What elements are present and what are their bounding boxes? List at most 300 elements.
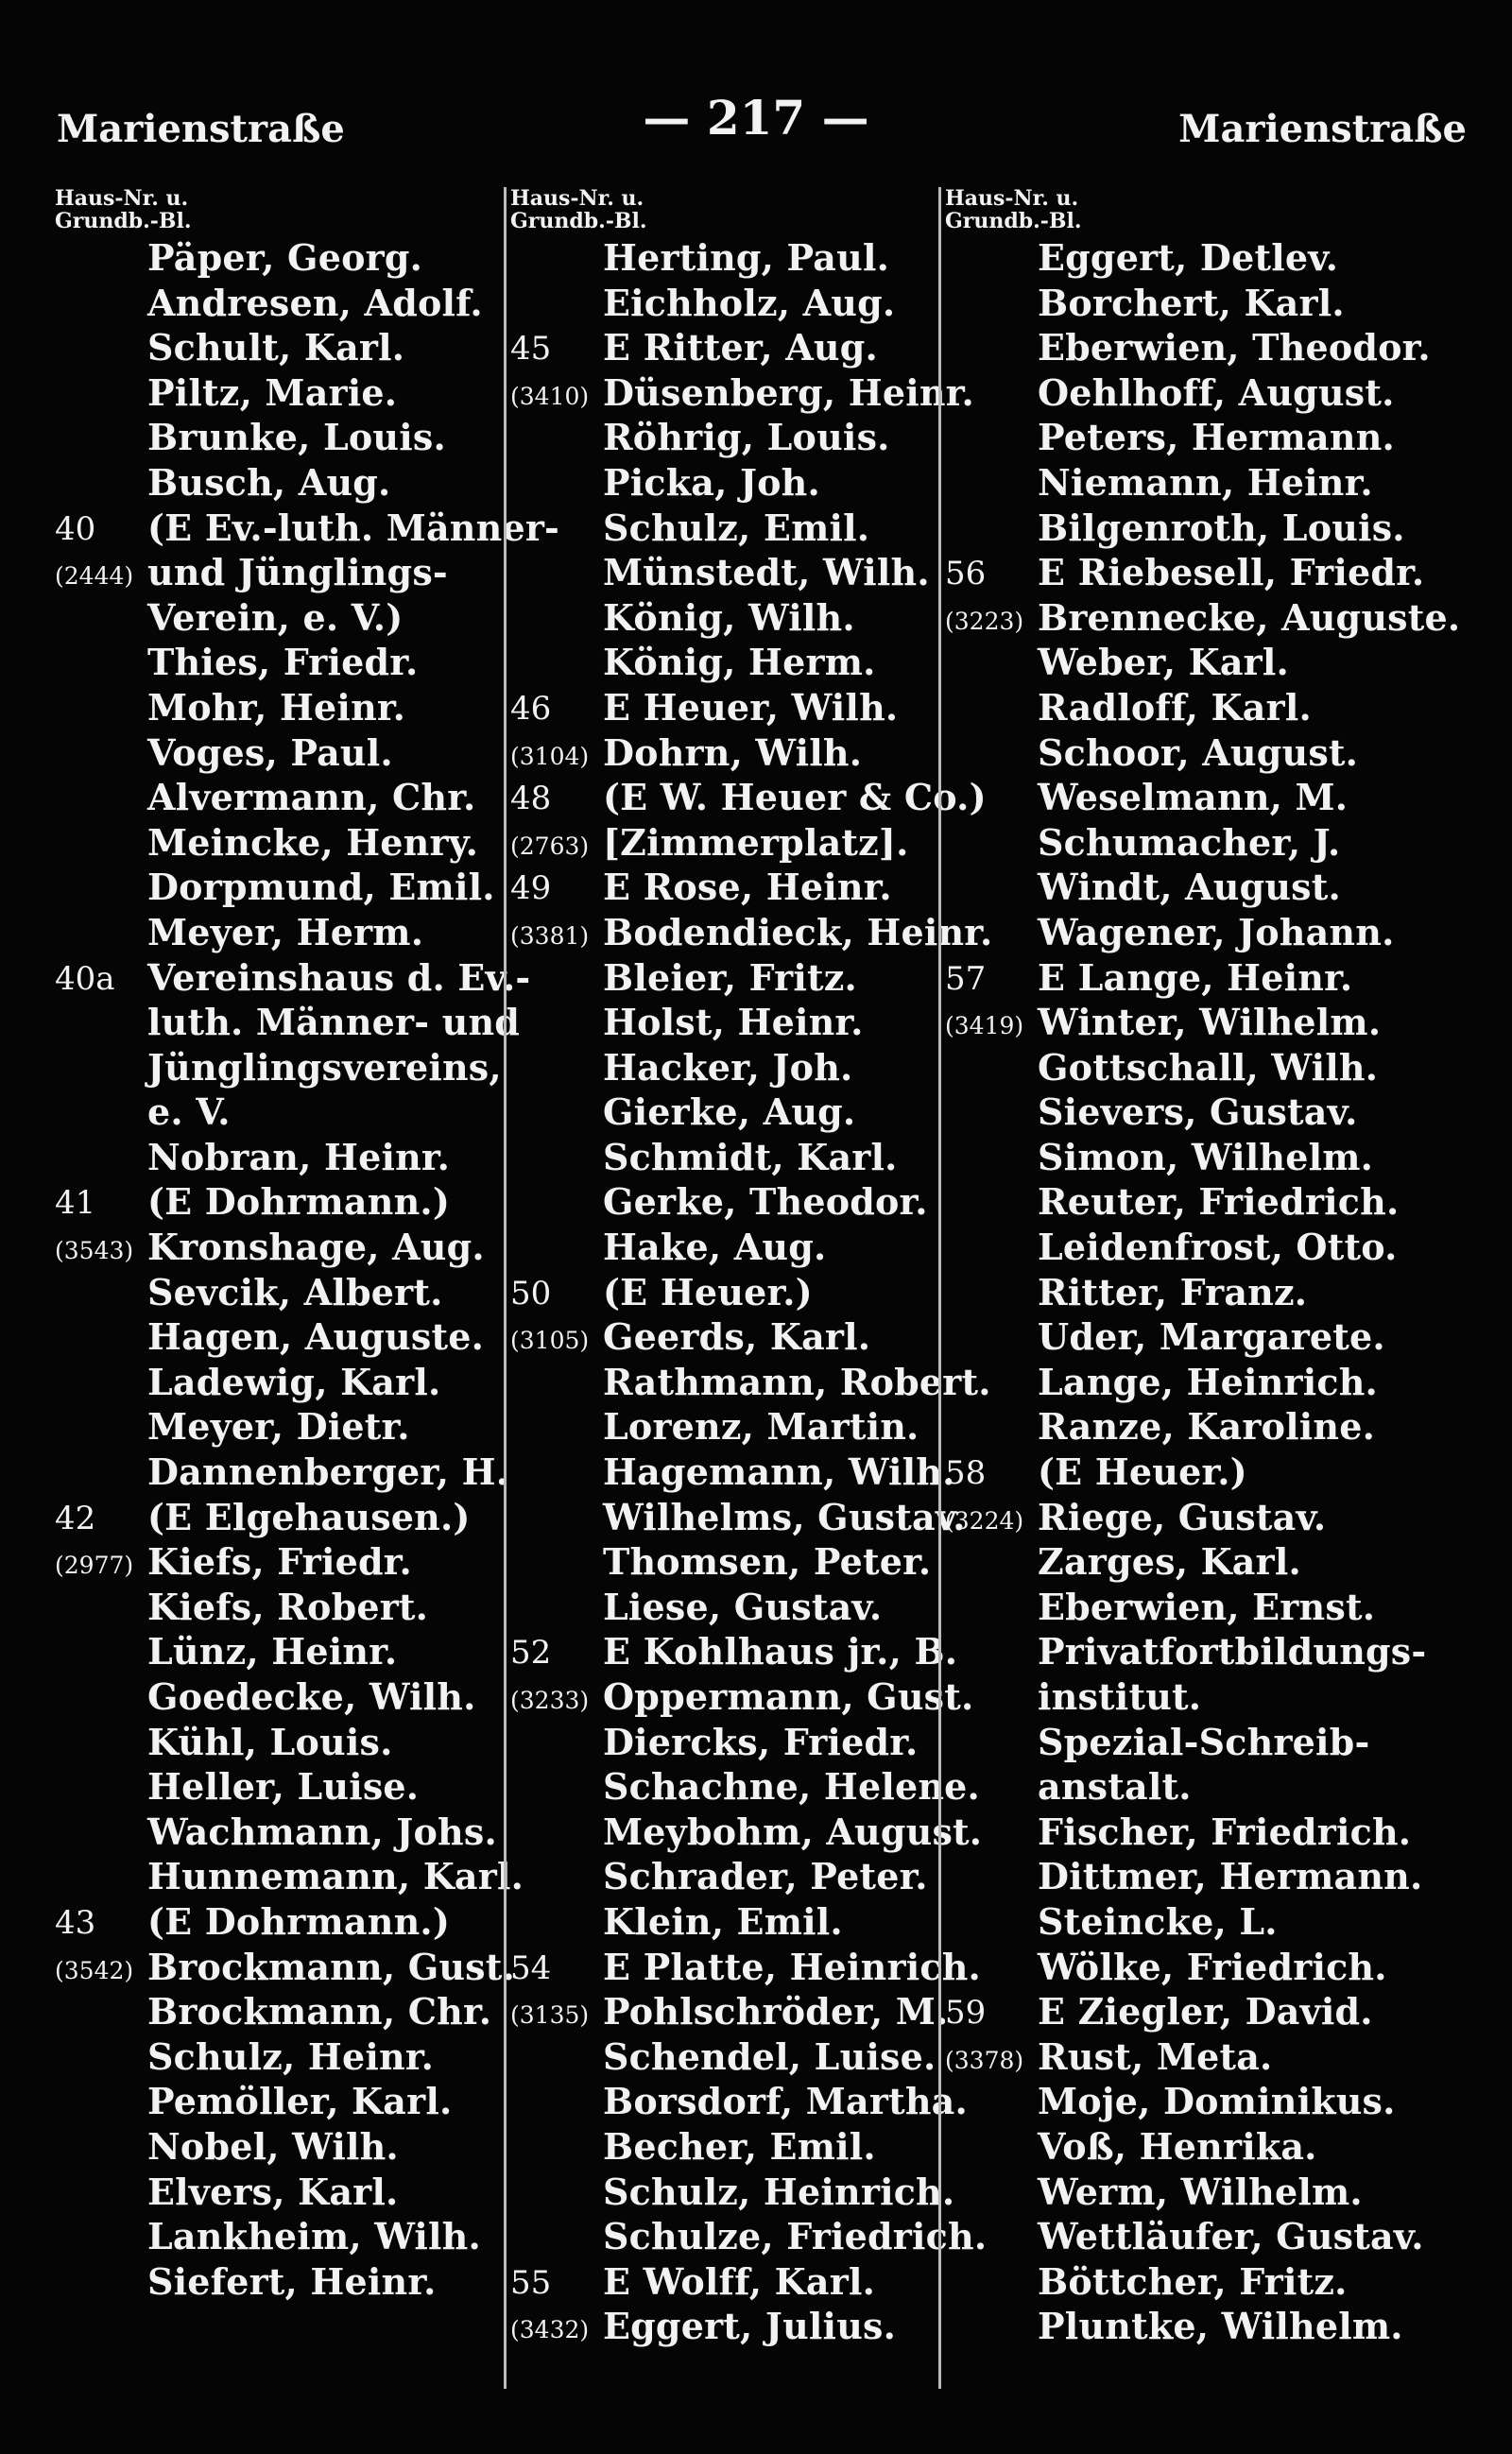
resident-name: E Platte, Heinrich. — [603, 1945, 981, 1988]
house-number: 58 — [945, 1454, 987, 1493]
directory-entry — [945, 2169, 1399, 2214]
directory-entry — [510, 864, 943, 909]
column-header-line: Grundb.-Bl. — [55, 209, 192, 233]
house-number: 40 — [55, 509, 96, 548]
resident-name: Andresen, Adolf. — [147, 281, 483, 324]
house-number: 57 — [945, 959, 987, 998]
directory-entry — [945, 1538, 1399, 1584]
land-register-number: (3410) — [510, 382, 590, 410]
resident-name: Geerds, Karl. — [603, 1315, 871, 1359]
directory-entry — [55, 594, 494, 640]
resident-name: (E W. Heuer & Co.) — [603, 776, 987, 819]
resident-name: e. V. — [147, 1090, 231, 1134]
resident-name: (E Elgehausen.) — [147, 1495, 471, 1538]
column-header-line: Haus-Nr. u. — [55, 186, 189, 211]
resident-name: Schulz, Heinrich. — [603, 2170, 955, 2213]
land-register-number: (3381) — [510, 921, 590, 950]
directory-entry — [55, 1944, 515, 1989]
directory-entry — [510, 1449, 955, 1494]
resident-name: Meyer, Dietr. — [147, 1405, 410, 1449]
directory-entry — [55, 549, 494, 594]
house-number: 50 — [510, 1274, 552, 1313]
directory-entry — [945, 1628, 1427, 1673]
land-register-number: (3233) — [510, 1687, 590, 1714]
resident-name: Sevcik, Albert. — [147, 1270, 443, 1313]
directory-entry — [510, 1628, 958, 1673]
directory-entry — [945, 2213, 1424, 2258]
resident-name: Eggert, Detlev. — [1038, 236, 1339, 279]
directory-entry — [55, 999, 521, 1044]
directory-entry — [55, 1224, 494, 1269]
page-number: — 217 — — [643, 90, 869, 146]
resident-name: Düsenberg, Heinr. — [603, 370, 974, 414]
resident-name: Gierke, Aug. — [603, 1090, 856, 1134]
house-number: 52 — [510, 1634, 552, 1673]
page-header — [0, 90, 1512, 156]
directory-entry — [510, 594, 943, 640]
resident-name: Meyer, Herm. — [147, 910, 424, 953]
directory-entry — [510, 1359, 991, 1404]
directory-entry — [55, 324, 494, 369]
land-register-number: (3135) — [510, 2001, 590, 2030]
directory-entry — [510, 549, 943, 594]
directory-entry — [55, 1313, 494, 1359]
house-number: 40a — [55, 959, 115, 998]
resident-name: Busch, Aug. — [147, 460, 391, 504]
resident-name: Lorenz, Martin. — [603, 1405, 919, 1449]
directory-entry — [55, 1584, 494, 1629]
directory-entry — [55, 1089, 494, 1134]
resident-name: anstalt. — [1038, 1765, 1192, 1809]
directory-entry — [510, 1584, 943, 1629]
directory-entry — [945, 324, 1431, 369]
resident-name: E Lange, Heinr. — [1038, 955, 1353, 999]
resident-name: Alvermann, Chr. — [147, 776, 476, 819]
directory-entry — [510, 1538, 943, 1584]
directory-entry — [510, 1809, 983, 1854]
directory-entry — [510, 2034, 943, 2079]
resident-name: E Wolff, Karl. — [603, 2259, 876, 2303]
resident-name: Piltz, Marie. — [147, 370, 398, 414]
resident-name: Bodendieck, Heinr. — [603, 910, 993, 953]
directory-entry — [55, 1134, 494, 1179]
column-header — [945, 187, 1399, 234]
resident-name: Bilgenroth, Louis. — [1038, 506, 1405, 549]
resident-name: Wachmann, Johs. — [147, 1810, 497, 1853]
directory-entry — [510, 1944, 981, 1989]
resident-name: Röhrig, Louis. — [603, 416, 890, 459]
resident-name: Böttcher, Fritz. — [1038, 2259, 1348, 2303]
resident-name: Leidenfrost, Otto. — [1038, 1226, 1398, 1269]
resident-name: Brunke, Louis. — [147, 416, 446, 459]
directory-entry — [55, 234, 494, 280]
directory-entry — [945, 1224, 1399, 1269]
directory-entry — [945, 639, 1399, 684]
directory-entry — [510, 999, 943, 1044]
resident-name: Schendel, Luise. — [603, 2034, 936, 2078]
directory-entry — [945, 549, 1425, 594]
column-header — [55, 187, 494, 234]
resident-name: E Ziegler, David. — [1038, 1990, 1373, 2034]
resident-name: Hagemann, Wilh. — [603, 1450, 955, 1494]
directory-entry — [510, 1269, 943, 1314]
directory-entry — [55, 2034, 494, 2079]
directory-entry — [510, 729, 943, 775]
directory-entry — [510, 234, 943, 280]
land-register-number: (3419) — [945, 1012, 1024, 1040]
resident-name: Gottschall, Wilh. — [1038, 1045, 1379, 1089]
resident-name: Goedecke, Wilh. — [147, 1675, 476, 1718]
column-header-line: Haus-Nr. u. — [510, 186, 644, 211]
resident-name: Münstedt, Wilh. — [603, 551, 930, 594]
directory-entry — [510, 369, 974, 415]
directory-entry — [510, 1134, 943, 1179]
resident-name: (E Dohrmann.) — [147, 1899, 451, 1943]
directory-entry — [55, 1538, 494, 1584]
directory-entry — [55, 2078, 494, 2123]
resident-name: Wagener, Johann. — [1038, 910, 1395, 953]
resident-name: Kiefs, Robert. — [147, 1585, 429, 1628]
house-number: 43 — [55, 1903, 96, 1942]
directory-entry — [945, 1134, 1399, 1179]
resident-name: Picka, Joh. — [603, 460, 820, 504]
land-register-number: (3432) — [510, 2316, 590, 2344]
directory-entry — [945, 280, 1399, 325]
directory-entry — [945, 2258, 1399, 2304]
directory-entry — [510, 684, 943, 729]
directory-entry — [55, 954, 531, 1000]
resident-name: Meincke, Henry. — [147, 820, 479, 864]
directory-entry — [510, 1089, 943, 1134]
resident-name: Hake, Aug. — [603, 1226, 827, 1269]
resident-name: Ladewig, Karl. — [147, 1360, 441, 1403]
directory-entry — [945, 1403, 1399, 1449]
resident-name: Peters, Hermann. — [1038, 416, 1395, 459]
directory-entry — [510, 1494, 966, 1539]
resident-name: Oppermann, Gust. — [603, 1675, 974, 1718]
resident-name: E Heuer, Wilh. — [603, 685, 899, 729]
directory-entry — [945, 2034, 1399, 2079]
resident-name: (E Ev.-luth. Männer- — [147, 506, 560, 549]
resident-name: Schulz, Emil. — [603, 506, 870, 549]
house-number: 49 — [510, 869, 552, 908]
resident-name: Wölke, Friedrich. — [1038, 1945, 1387, 1988]
directory-entry — [510, 2078, 968, 2123]
resident-name: Heller, Luise. — [147, 1765, 420, 1809]
house-number: 54 — [510, 1948, 552, 1987]
directory-entry — [510, 1403, 943, 1449]
resident-name: Meybohm, August. — [603, 1810, 983, 1853]
resident-name: Pohlschröder, M. — [603, 1990, 949, 2034]
directory-entry — [55, 1449, 509, 1494]
resident-name: Sievers, Gustav. — [1038, 1090, 1358, 1134]
directory-entry — [510, 639, 943, 684]
resident-name: Becher, Emil. — [603, 2124, 876, 2168]
resident-name: Brockmann, Gust. — [147, 1945, 515, 1988]
resident-name: Schrader, Peter. — [603, 1855, 928, 1898]
land-register-number: (3223) — [945, 607, 1024, 635]
resident-name: Rust, Meta. — [1038, 2034, 1273, 2078]
directory-entry — [55, 1178, 494, 1224]
resident-name: Nobran, Heinr. — [147, 1135, 451, 1178]
resident-name: Hacker, Joh. — [603, 1045, 853, 1089]
directory-entry — [55, 1403, 494, 1449]
column-header-line: Grundb.-Bl. — [510, 209, 647, 233]
resident-name: Voges, Paul. — [147, 730, 393, 774]
directory-entry — [510, 1763, 980, 1809]
column-header — [510, 187, 943, 234]
directory-entry — [945, 729, 1399, 775]
directory-entry — [55, 729, 494, 775]
directory-entry — [945, 2303, 1403, 2348]
resident-name: Riege, Gustav. — [1038, 1495, 1327, 1538]
resident-name: Lankheim, Wilh. — [147, 2215, 481, 2258]
directory-entry — [510, 2169, 955, 2214]
directory-entry — [945, 2078, 1399, 2123]
resident-name: Thomsen, Peter. — [603, 1540, 932, 1584]
directory-entry — [945, 999, 1399, 1044]
land-register-number: (3104) — [510, 742, 590, 770]
directory-entry — [55, 1853, 524, 1898]
land-register-number: (2444) — [55, 562, 134, 591]
resident-name: Nobel, Wilh. — [147, 2124, 399, 2168]
resident-name: Liese, Gustav. — [603, 1585, 883, 1628]
resident-name: Herting, Paul. — [603, 236, 890, 279]
resident-name: (E Heuer.) — [603, 1270, 813, 1313]
column-header-line: Grundb.-Bl. — [945, 209, 1082, 233]
resident-name: Oehlhoff, August. — [1038, 370, 1395, 414]
directory-entry — [945, 505, 1405, 550]
running-head-right: Marienstraße — [1178, 107, 1467, 151]
directory-entry — [510, 1178, 943, 1224]
resident-name: Ritter, Franz. — [1038, 1270, 1308, 1313]
directory-entry — [55, 2258, 494, 2304]
house-number: 41 — [55, 1184, 96, 1223]
resident-name: Niemann, Heinr. — [1038, 460, 1373, 504]
directory-entry — [55, 1898, 494, 1944]
resident-name: und Jünglings- — [147, 551, 448, 594]
directory-entry — [510, 1988, 949, 2034]
directory-entry — [945, 909, 1399, 954]
house-number: 46 — [510, 689, 552, 728]
resident-name: Fischer, Friedrich. — [1038, 1810, 1412, 1853]
resident-name: Diercks, Friedr. — [603, 1720, 919, 1763]
directory-entry — [55, 2123, 494, 2169]
house-number: 42 — [55, 1499, 96, 1537]
resident-name: Mohr, Heinr. — [147, 685, 406, 729]
resident-name: E Riebesell, Friedr. — [1038, 551, 1425, 594]
directory-entry — [510, 2123, 943, 2169]
directory-entry — [55, 2169, 494, 2214]
directory-entry — [55, 819, 494, 865]
directory-entry — [945, 864, 1399, 909]
resident-name: Zarges, Karl. — [1038, 1540, 1301, 1584]
resident-name: [Zimmerplatz]. — [603, 820, 909, 864]
resident-name: Winter, Wilhelm. — [1038, 1001, 1382, 1044]
resident-name: Kühl, Louis. — [147, 1720, 393, 1763]
directory-entry — [510, 2303, 943, 2348]
resident-name: König, Wilh. — [603, 595, 855, 639]
directory-entry — [510, 1044, 943, 1090]
directory-entry — [945, 1719, 1399, 1764]
directory-entry — [55, 459, 494, 505]
resident-name: Brennecke, Auguste. — [1038, 595, 1461, 639]
directory-entry — [945, 234, 1399, 280]
land-register-number: (3224) — [945, 1506, 1024, 1535]
directory-entry — [510, 909, 993, 954]
resident-name: Dittmer, Hermann. — [1038, 1855, 1423, 1898]
directory-entry — [510, 2213, 988, 2258]
directory-entry — [510, 414, 943, 459]
directory-entry — [945, 819, 1399, 865]
directory-entry — [510, 324, 943, 369]
resident-name: Ranze, Karoline. — [1038, 1405, 1376, 1449]
directory-entry — [945, 1584, 1399, 1629]
directory-entry — [945, 1898, 1399, 1944]
resident-name: Spezial-Schreib- — [1038, 1720, 1370, 1763]
directory-entry — [55, 774, 494, 819]
resident-name: Klein, Emil. — [603, 1899, 843, 1943]
directory-entry — [55, 1988, 494, 2034]
directory-entry — [945, 1673, 1399, 1719]
directory-entry — [945, 1449, 1399, 1494]
land-register-number: (2977) — [55, 1552, 134, 1580]
directory-entry — [945, 1269, 1399, 1314]
directory-entry — [510, 1313, 943, 1359]
directory-entry — [55, 1628, 494, 1673]
resident-name: Bleier, Fritz. — [603, 955, 857, 999]
directory-entry — [510, 459, 943, 505]
directory-entry — [55, 1673, 494, 1719]
directory-entry — [945, 1853, 1423, 1898]
land-register-number: (2763) — [510, 832, 590, 860]
resident-name: Gerke, Theodor. — [603, 1180, 928, 1224]
resident-name: Wettläufer, Gustav. — [1038, 2215, 1424, 2258]
directory-entry — [945, 774, 1399, 819]
resident-name: Verein, e. V.) — [147, 595, 404, 639]
directory-entry — [510, 280, 943, 325]
directory-entry — [55, 1809, 497, 1854]
resident-name: Uder, Margarete. — [1038, 1315, 1385, 1359]
resident-name: Schulze, Friedrich. — [603, 2215, 988, 2258]
directory-entry — [55, 2213, 494, 2258]
directory-entry — [55, 1494, 494, 1539]
directory-entry — [945, 1809, 1412, 1854]
running-head-left: Marienstraße — [57, 107, 345, 151]
resident-name: Lange, Heinrich. — [1038, 1360, 1378, 1403]
resident-name: Eberwien, Ernst. — [1038, 1585, 1376, 1628]
directory-entry — [945, 1089, 1399, 1134]
directory-entry — [945, 1944, 1399, 1989]
directory-entry — [510, 505, 943, 550]
directory-entry — [55, 280, 494, 325]
resident-name: Päper, Georg. — [147, 236, 423, 279]
resident-name: Lünz, Heinr. — [147, 1630, 398, 1673]
directory-entry — [945, 1044, 1399, 1090]
directory-entry — [510, 1898, 943, 1944]
resident-name: Weselmann, M. — [1038, 776, 1349, 819]
directory-entry — [55, 909, 494, 954]
resident-name: Radloff, Karl. — [1038, 685, 1312, 729]
resident-name: Eichholz, Aug. — [603, 281, 896, 324]
directory-entry — [945, 369, 1399, 415]
directory-entry — [510, 1719, 943, 1764]
land-register-number: (3105) — [510, 1327, 590, 1355]
resident-name: E Kohlhaus jr., B. — [603, 1630, 958, 1673]
directory-entry — [945, 2123, 1399, 2169]
resident-name: Reuter, Friedrich. — [1038, 1180, 1400, 1224]
resident-name: Pluntke, Wilhelm. — [1038, 2305, 1403, 2348]
directory-entry — [945, 1494, 1399, 1539]
directory-entry — [945, 954, 1399, 1000]
directory-entry — [945, 684, 1399, 729]
resident-name: Siefert, Heinr. — [147, 2259, 437, 2303]
resident-name: Moje, Dominikus. — [1038, 2080, 1396, 2123]
land-register-number: (3378) — [945, 2046, 1024, 2074]
directory-entry — [945, 414, 1399, 459]
resident-name: Schmidt, Karl. — [603, 1135, 898, 1178]
resident-name: Jünglingsvereins, — [147, 1045, 502, 1089]
resident-name: luth. Männer- und — [147, 1001, 521, 1044]
directory-entry — [55, 864, 494, 909]
house-number: 56 — [945, 555, 987, 593]
resident-name: Schult, Karl. — [147, 326, 405, 369]
resident-name: Schulz, Heinr. — [147, 2034, 435, 2078]
resident-name: Pemöller, Karl. — [147, 2080, 453, 2123]
resident-name: E Rose, Heinr. — [603, 866, 892, 909]
resident-name: (E Heuer.) — [1038, 1450, 1247, 1494]
directory-entry — [55, 1044, 502, 1090]
directory-entry — [55, 639, 494, 684]
directory-entry — [510, 1224, 943, 1269]
directory-entry — [945, 459, 1399, 505]
directory-entry — [945, 1359, 1399, 1404]
house-number: 48 — [510, 780, 552, 818]
directory-entry — [55, 505, 560, 550]
resident-name: Steincke, L. — [1038, 1899, 1278, 1943]
directory-entry — [510, 819, 943, 865]
resident-name: institut. — [1038, 1675, 1202, 1718]
resident-name: Schachne, Helene. — [603, 1765, 980, 1809]
column-header-line: Haus-Nr. u. — [945, 186, 1079, 211]
resident-name: Elvers, Karl. — [147, 2170, 399, 2213]
directory-entry — [945, 1988, 1399, 2034]
directory-entry — [55, 414, 494, 459]
directory-entry — [945, 1178, 1399, 1224]
resident-name: Borsdorf, Martha. — [603, 2080, 968, 2123]
resident-name: Eberwien, Theodor. — [1038, 326, 1431, 369]
resident-name: Schumacher, J. — [1038, 820, 1341, 864]
directory-entry — [55, 1359, 494, 1404]
resident-name: Dohrn, Wilh. — [603, 730, 863, 774]
directory-entry — [510, 1853, 943, 1898]
house-number: 55 — [510, 2263, 552, 2302]
directory-entry — [510, 1673, 974, 1719]
house-number: 45 — [510, 330, 552, 369]
column-3 — [938, 186, 1461, 2389]
directory-entry — [55, 684, 494, 729]
directory-entry — [510, 774, 987, 819]
resident-name: Wilhelms, Gustav. — [603, 1495, 966, 1538]
resident-name: König, Herm. — [603, 641, 876, 684]
resident-name: Kronshage, Aug. — [147, 1226, 485, 1269]
resident-name: Brockmann, Chr. — [147, 1990, 492, 2034]
resident-name: (E Dohrmann.) — [147, 1180, 451, 1224]
resident-name: Schoor, August. — [1038, 730, 1359, 774]
resident-name: Werm, Wilhelm. — [1038, 2170, 1363, 2213]
resident-name: Dannenberger, H. — [147, 1450, 509, 1494]
directory-entry — [55, 1719, 494, 1764]
